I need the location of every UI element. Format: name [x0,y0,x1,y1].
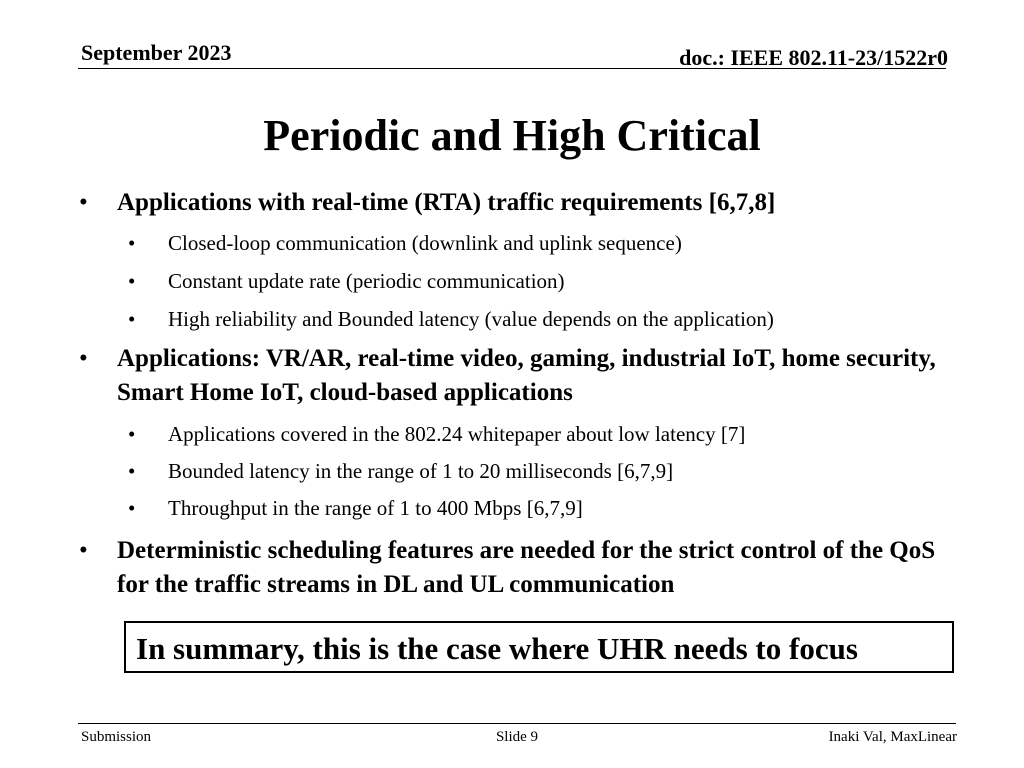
sub-bullet-item [128,494,958,522]
bullet-icon: • [79,537,88,564]
sub-bullet-item [128,420,958,448]
bullet-text: Applications with real-time (RTA) traffic requirements [6,7,8] [117,189,776,216]
footer-divider [78,723,956,724]
footer-author: Inaki Val, MaxLinear [828,729,957,745]
sub-bullet-text: Bounded latency in the range of 1 to 20 milliseconds [6,7,9] [168,459,674,483]
bullet-icon: • [128,231,136,255]
sub-bullet-item [128,457,958,485]
sub-bullet-text: High reliability and Bounded latency (value depends on the application) [168,307,774,331]
sub-bullet-text: Constant update rate (periodic communication) [168,269,565,293]
sub-bullet-item [128,229,958,257]
bullet-icon: • [128,496,136,520]
sub-bullet-item [128,267,958,295]
slide-title: Periodic and High Critical [263,111,761,160]
bullet-item [79,342,967,410]
header-doc-id: doc.: IEEE 802.11-23/1522r0 [679,45,948,70]
sub-bullet-item [128,305,958,333]
footer-slide-number: Slide 9 [495,729,539,745]
sub-bullet-text: Applications covered in the 802.24 whitepaper about low latency [7] [168,422,746,446]
summary-callout: In summary, this is the case where UHR needs to focus [124,621,954,673]
sub-bullet-text: Closed-loop communication (downlink and uplink sequence) [168,231,682,255]
bullet-icon: • [79,345,88,372]
bullet-icon: • [128,459,136,483]
bullet-text: Applications: VR/AR, real-time video, gaming, industrial IoT, home security, Smart Home IoT, cloud-based applications [117,345,936,406]
bullet-icon: • [128,422,136,446]
bullet-text: Deterministic scheduling features are needed for the strict control of the QoS for the traffic streams in DL and UL communication [117,537,936,598]
bullet-item [79,186,967,220]
bullet-item [79,534,967,602]
bullet-icon: • [128,307,136,331]
header-divider [78,68,946,69]
sub-bullet-text: Throughput in the range of 1 to 400 Mbps [6,7,9] [168,496,583,520]
header-date: September 2023 [81,40,232,65]
bullet-icon: • [79,189,88,216]
bullet-icon: • [128,269,136,293]
footer-submission: Submission [81,729,152,745]
